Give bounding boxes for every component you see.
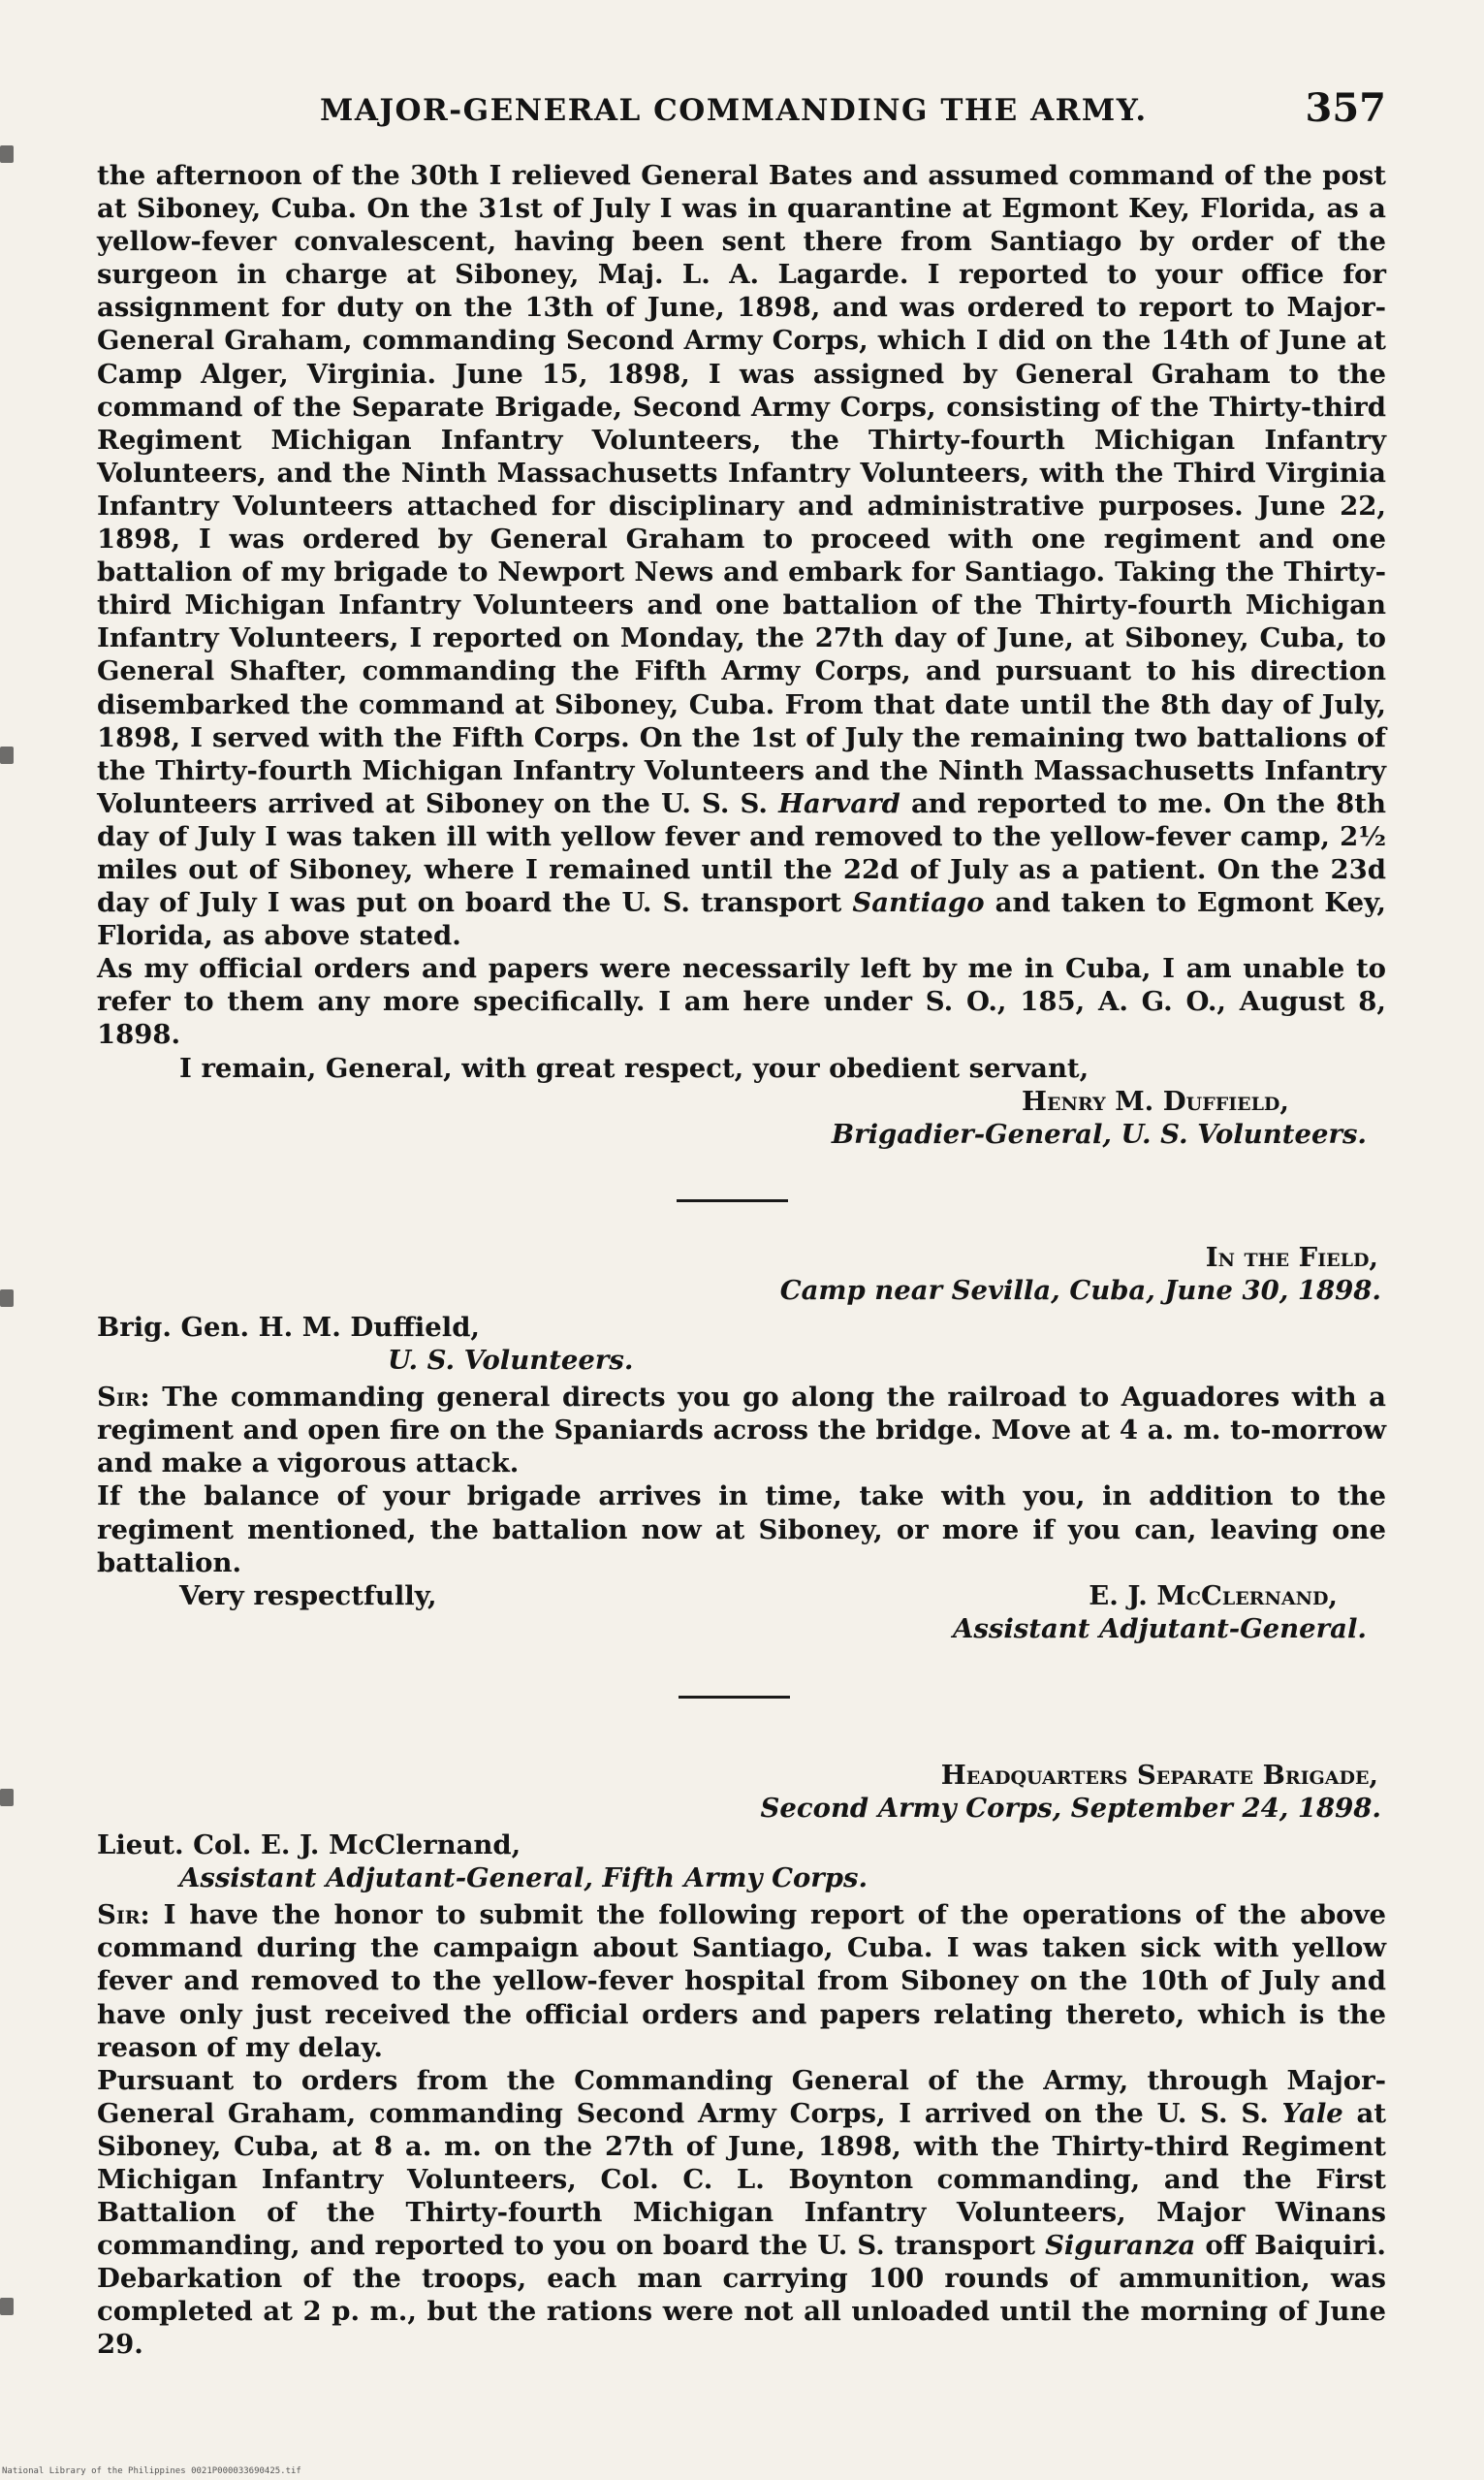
document-page (97, 85, 1386, 2362)
letter1-signature-title: Brigadier-General, U. S. Volunteers. (831, 1118, 1367, 1150)
letter2-addressee-title: U. S. Volunteers. (388, 1345, 634, 1377)
scan-edge-mark (0, 1289, 14, 1307)
page-header (97, 85, 1386, 143)
scan-footer: National Library of the Philippines 0021P000033690425.tif (2, 2466, 301, 2476)
letter2-signature-name: E. J. McClernand, (1089, 1579, 1338, 1611)
letter3-addressee-title: Assistant Adjutant-General, Fifth Army Corps. (179, 1862, 868, 1894)
scan-edge-mark (0, 1789, 14, 1806)
running-head: MAJOR-GENERAL COMMANDING THE ARMY. (320, 93, 1148, 128)
ship-name: Siguranza (1045, 2230, 1196, 2262)
letter-duffield-report (97, 159, 1386, 1151)
scan-edge-mark (0, 747, 14, 764)
letter3-paragraph-1: Sir: I have the honor to submit the following report of the operations of the above command during the campaign about Santiago, Cuba. I was taken sick with yellow fever and removed to the yellow-fever hospital from Siboney on the 10th of July and have only just received the official orders and papers relating thereto, which is the reason of my delay. (97, 1899, 1387, 2063)
letter2-closing: Very respectfully, (179, 1579, 437, 1611)
letter1-closing: I remain, General, with great respect, your obedient servant, (179, 1052, 1089, 1084)
salutation: Sir: (97, 1899, 150, 1931)
letter2-paragraph-2: If the balance of your brigade arrives in time, take with you, in addition to the regiment mentioned, the battalion now at Siboney, or more if you can, leaving one battalion. (97, 1480, 1386, 1578)
letter-mcclernand-order (97, 1241, 1386, 1645)
ship-name: Santiago (852, 887, 985, 919)
letter2-addressee: Brig. Gen. H. M. Duffield, (97, 1312, 481, 1343)
letter2-date: Camp near Sevilla, Cuba, June 30, 1898. (779, 1274, 1381, 1306)
letter-duffield-operations-report (97, 1759, 1386, 2362)
letter2-location: In the Field, (1205, 1241, 1378, 1273)
section-divider (677, 1199, 788, 1202)
letter3-paragraph-2: Pursuant to orders from the Commanding General of the Army, through Major-General Graham, commanding Second Army Corps, I arrived on the U. S. S. Yale at Siboney, Cuba, at 8 a. m. on the 27th of June, 1898, with the Thirty-third Regiment Michigan Infantry Volunteers, Col. C. L. Boynton commanding, and the First Battalion of the Thirty-fourth Michigan Infantry Volunteers, Major Winans commanding, and reported to you on board the U. S. transport Siguranza off Baiquiri. Debarkation of the troops, each man carrying 100 rounds of ammunition, was completed at 2 p. m., but the rations were not all unloaded until the morning of June 29. (97, 2064, 1387, 2361)
letter2-signature-title: Assistant Adjutant-General. (953, 1612, 1367, 1644)
letter1-paragraph-1: the afternoon of the 30th I relieved General Bates and assumed command of the post at Siboney, Cuba. On the 31st of July I was in quarantine at Egmont Key, Florida, as a yellow-fever convalescent, having been sent there from Santiago by order of the surgeon in charge at Siboney, Maj. L. A. Lagarde. I reported to your office for assignment for duty on the 13th of June, 1898, and was ordered to report to Major-General Graham, commanding Second Army Corps, which I did on the 14th of June at Camp Alger, Virginia. June 15, 1898, I was assigned by General Graham to the command of the Separate Brigade, Second Army Corps, consisting of the Thirty-third Regiment Michigan Infantry Volunteers, the Thirty-fourth Michigan Infantry Volunteers, and the Ninth Massachusetts Infantry Volunteers, with the Third Virginia Infantry Volunteers attached for disciplinary and administrative purposes. June 22, 1898, I was ordered by General Graham to proceed with one regiment and one battalion of my brigade to Newport News and embark for Santiago. Taking the Thirty-third Michigan Infantry Volunteers and one battalion of the Thirty-fourth Michigan Infantry Volunteers, I reported on Monday, the 27th day of June, at Siboney, Cuba, to General Shafter, commanding the Fifth Army Corps, and pursuant to his direction disembarked the command at Siboney, Cuba. From that date until the 8th day of July, 1898, I served with the Fifth Corps. On the 1st of July the remaining two battalions of the Thirty-fourth Michigan Infantry Volunteers and the Ninth Massachusetts Infantry Volunteers arrived at Siboney on the U. S. S. Harvard and reported to me. On the 8th day of July I was taken ill with yellow fever and removed to the yellow-fever camp, 2½ miles out of Siboney, where I remained until the 22d of July as a patient. On the 23d day of July I was put on board the U. S. transport Santiago and taken to Egmont Key, Florida, as above stated. (97, 160, 1387, 952)
letter1-signature-name: Henry M. Duffield, (1022, 1085, 1289, 1117)
salutation: Sir: (97, 1382, 150, 1414)
letter1-paragraph-2: As my official orders and papers were necessarily left by me in Cuba, I am unable to refer to them any more specifically. I am here under S. O., 185, A. G. O., August 8, 1898. (97, 953, 1386, 1051)
letter3-date: Second Army Corps, September 24, 1898. (760, 1792, 1381, 1824)
letter3-addressee: Lieut. Col. E. J. McClernand, (97, 1829, 521, 1861)
ship-name: Yale (1281, 2097, 1343, 2129)
scan-edge-mark (0, 2298, 14, 2315)
letter2-paragraph-1: Sir: The commanding general directs you go along the railroad to Aguadores with a regiment and open fire on the Spaniards across the bridge. Move at 4 a. m. to-morrow and make a vigorous attack. (97, 1382, 1386, 1479)
page-number: 357 (1305, 85, 1386, 131)
section-divider (679, 1696, 790, 1699)
scan-edge-mark (0, 145, 14, 163)
ship-name: Harvard (778, 787, 900, 819)
letter2-sign-row (97, 1579, 1386, 1612)
letter3-location: Headquarters Separate Brigade, (940, 1759, 1378, 1791)
